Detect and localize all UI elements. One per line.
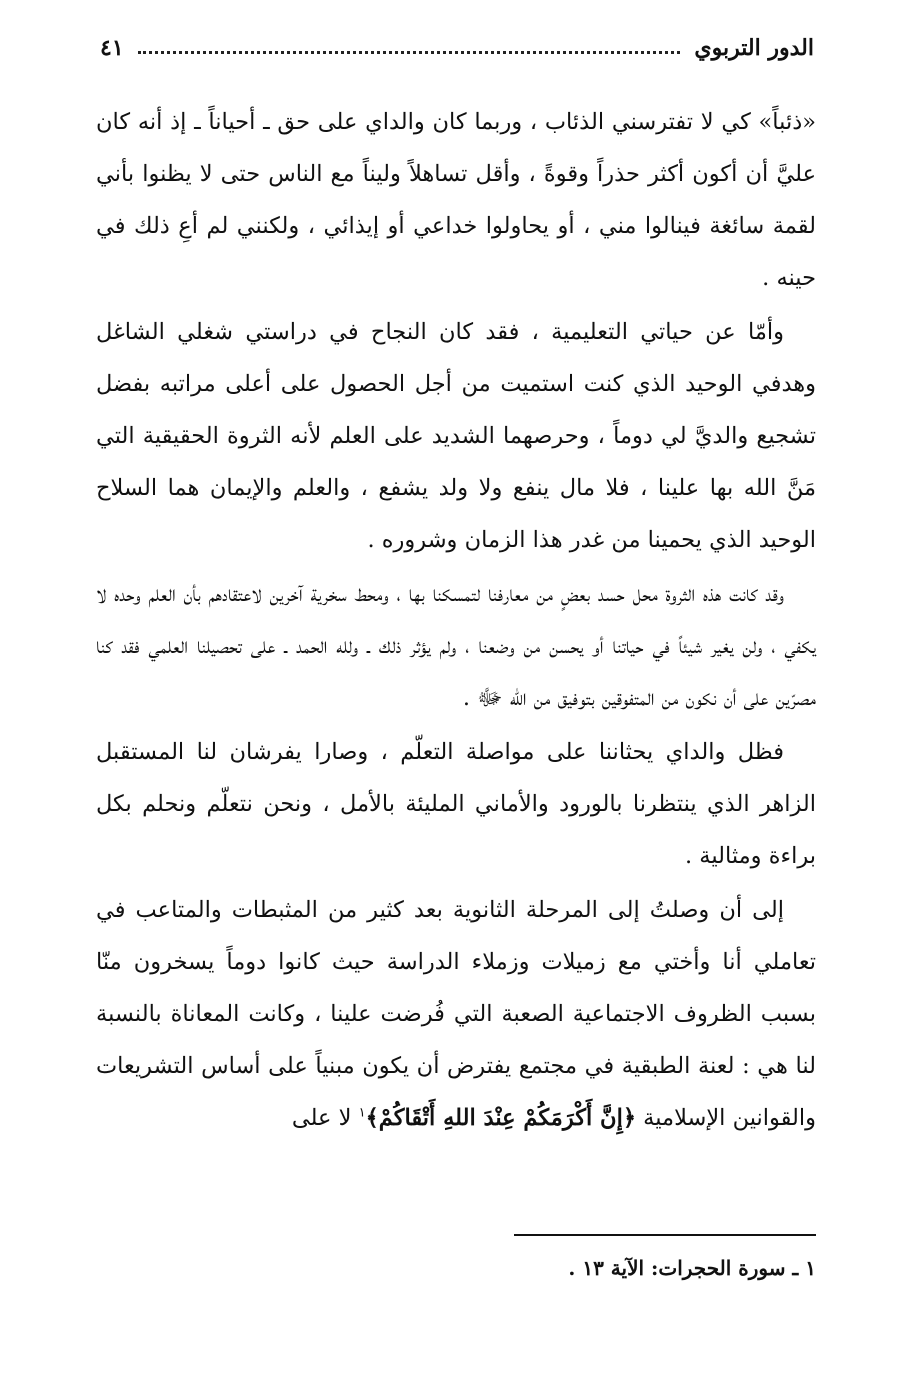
paragraph-text: إلى أن وصلتُ إلى المرحلة الثانوية بعد كثير من المثبطات والمتاعب في تعاملي أنا وأختي مع زميلات وزملاء الدراسة حيث كانوا دوماً يسخرون منّا بسبب الظروف الاجتماعية الصعبة التي فُرضت علينا ، وكانت المعاناة بالنسبة لنا هي : لعنة الطبقية في مجتمع يفترض أن يكون مبنياً على أساس التشريعات والقوانين الإسلامية (96, 897, 816, 1131)
running-header (100, 30, 814, 66)
page-number: ٤١ (100, 35, 124, 61)
body-text (96, 96, 816, 1146)
paragraph: فظل والداي يحثاننا على مواصلة التعلّم ، وصارا يفرشان لنا المستقبل الزاهر الذي ينتظرنا بالورود والأماني المليئة بالأمل ، ونحن نتعلّم ونحلم بكل براءة ومثالية . (96, 739, 816, 869)
quran-verse: ﴿إِنَّ أَكْرَمَكُمْ عِنْدَ اللهِ أَتْقَاكُمْ﴾ (365, 1105, 637, 1131)
paragraph: وقد كانت هذه الثروة محل حسد بعضٍ من معارفنا لتمسكنا بها ، ومحط سخرية آخرين لاعتقادهم بأن العلم وحده لا يكفي ، ولن يغير شيئاً في حياتنا أو يحسن من وضعنا ، ولم يؤثر ذلك ـ ولله الحمد ـ على تحصيلنا العلمي فقد كنا مصرّين على أن نكون من المتفوقين بتوفيق من الله ﷻ . (96, 581, 816, 711)
paragraph: «ذئباً» كي لا تفترسني الذئاب ، وربما كان والداي على حق ـ أحياناً ـ إذ أنه كان عليَّ أن أكون أكثر حذراً وقوةً ، وأقل تساهلاً وليناً مع الناس حتى لا يظنوا بأني لقمة سائغة فينالوا مني ، أو يحاولوا خداعي أو إيذائي ، ولكنني لم أعِ ذلك في حينه . (96, 109, 816, 291)
paragraph (96, 884, 816, 1144)
footnote: ١ ـ سورة الحجرات: الآية ١٣ . (568, 1256, 816, 1280)
dotted-leader (138, 51, 681, 54)
paragraph-text: لا على (291, 1105, 352, 1131)
footnote-divider (514, 1234, 816, 1236)
running-title: الدور التربوي (694, 35, 814, 61)
footnote-marker: ١ (358, 1105, 366, 1121)
paragraph: وأمّا عن حياتي التعليمية ، فقد كان النجاح في دراستي شغلي الشاغل وهدفي الوحيد الذي كنت استميت من أجل الحصول على أعلى مراتبه بفضل تشجيع والديَّ لي دوماً ، وحرصهما الشديد على العلم لأنه الثروة الحقيقية التي مَنَّ الله بها علينا ، فلا مال ينفع ولا ولد يشفع ، والعلم والإيمان هما السلاح الوحيد الذي يحمينا من غدر هذا الزمان وشروره . (96, 319, 816, 553)
